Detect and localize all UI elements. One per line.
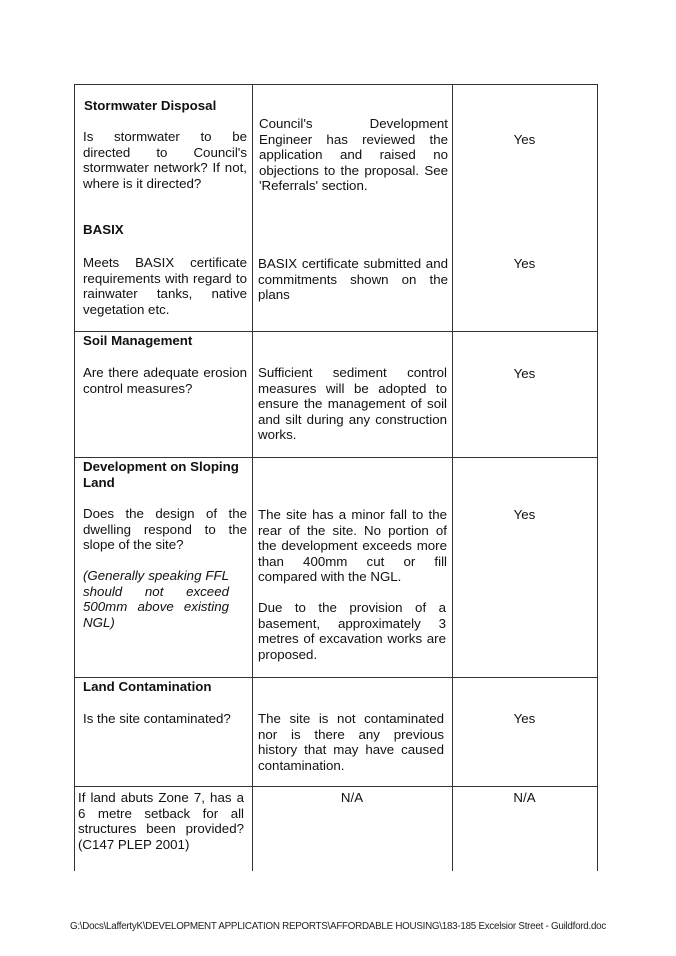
status-cell: Yes [513, 132, 536, 147]
row-question: Is the site contaminated? [83, 711, 231, 726]
row-divider [74, 331, 598, 332]
status-cell: Yes [513, 256, 536, 271]
row-comment: N/A [340, 790, 364, 805]
row-heading: BASIX [83, 222, 124, 237]
status-cell: N/A [513, 790, 536, 805]
document-footer-path: G:\Docs\LaffertyK\DEVELOPMENT APPLICATION REPORTS\AFFORDABLE HOUSING\183-185 Excelsior Street - Guildford.doc [69, 921, 607, 932]
row-divider [74, 457, 598, 458]
row-question: Does the design of the dwelling respond to the slope of the site? [83, 506, 247, 553]
row-heading: Land Contamination [83, 679, 212, 694]
compliance-table [74, 84, 598, 871]
row-comment-secondary: Due to the provision of a basement, approximately 3 metres of excavation works are proposed. [258, 600, 446, 662]
row-comment: Council's Development Engineer has reviewed the application and raised no objections to the proposal. See 'Referrals' section. [259, 116, 448, 194]
status-cell: Yes [513, 366, 536, 381]
status-cell: Yes [513, 507, 536, 522]
row-comment: Sufficient sediment control measures will be adopted to ensure the management of soil and silt during any construction works. [258, 365, 447, 443]
row-heading: Soil Management [83, 333, 193, 348]
row-heading: Stormwater Disposal [84, 98, 217, 113]
row-heading: Development on Sloping Land [83, 459, 239, 490]
row-comment: The site has a minor fall to the rear of the site. No portion of the development exceeds more than 400mm cut or fill compared with the NGL. [258, 507, 447, 585]
row-comment: The site is not contaminated nor is there any previous history that may have caused contamination. [258, 711, 444, 773]
table-border-right [597, 85, 598, 871]
row-question: Are there adequate erosion control measures? [83, 365, 247, 396]
row-question: If land abuts Zone 7, has a 6 metre setback for all structures been provided? (C147 PLEP 2001) [78, 790, 244, 852]
row-question: Is stormwater to be directed to Council's stormwater network? If not, where is it directed? [83, 129, 247, 191]
row-divider [74, 786, 598, 787]
row-question: Meets BASIX certificate requirements with regard to rainwater tanks, native vegetation etc. [83, 255, 247, 317]
row-comment: BASIX certificate submitted and commitments shown on the plans [258, 256, 448, 303]
status-cell: Yes [513, 711, 536, 726]
table-border-left [74, 85, 75, 871]
row-note: (Generally speaking FFL should not exceed 500mm above existing NGL) [83, 568, 229, 630]
row-divider [74, 677, 598, 678]
column-divider-2 [452, 85, 453, 871]
